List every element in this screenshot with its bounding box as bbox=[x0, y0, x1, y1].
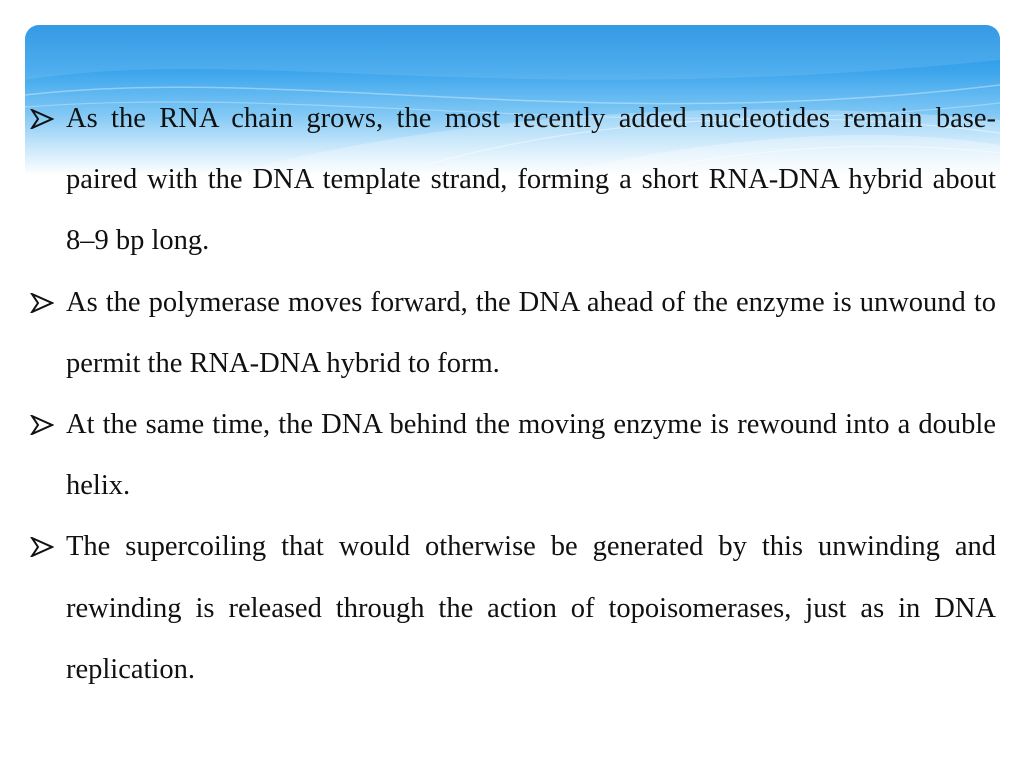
arrowhead-bullet-icon bbox=[30, 293, 54, 313]
arrowhead-bullet-icon bbox=[30, 415, 54, 435]
arrowhead-bullet-icon bbox=[30, 109, 54, 129]
bullet-text: The supercoiling that would otherwise be generated by this unwinding and rewinding is released through the action of topoisomerases, just as in DNA replication. bbox=[66, 531, 996, 685]
bullet-item bbox=[30, 272, 996, 394]
bullet-item bbox=[30, 394, 996, 516]
bullet-list bbox=[30, 88, 996, 700]
bullet-text: At the same time, the DNA behind the moving enzyme is rewound into a double helix. bbox=[66, 409, 996, 502]
bullet-item bbox=[30, 88, 996, 272]
bullet-text: As the RNA chain grows, the most recently added nucleotides remain base-paired with the DNA template strand, forming a short RNA-DNA hybrid about 8–9 bp long. bbox=[66, 103, 996, 257]
arrowhead-bullet-icon bbox=[30, 537, 54, 557]
bullet-text: As the polymerase moves forward, the DNA ahead of the enzyme is unwound to permit the RNA-DNA hybrid to form. bbox=[66, 286, 996, 379]
bullet-item bbox=[30, 516, 996, 700]
